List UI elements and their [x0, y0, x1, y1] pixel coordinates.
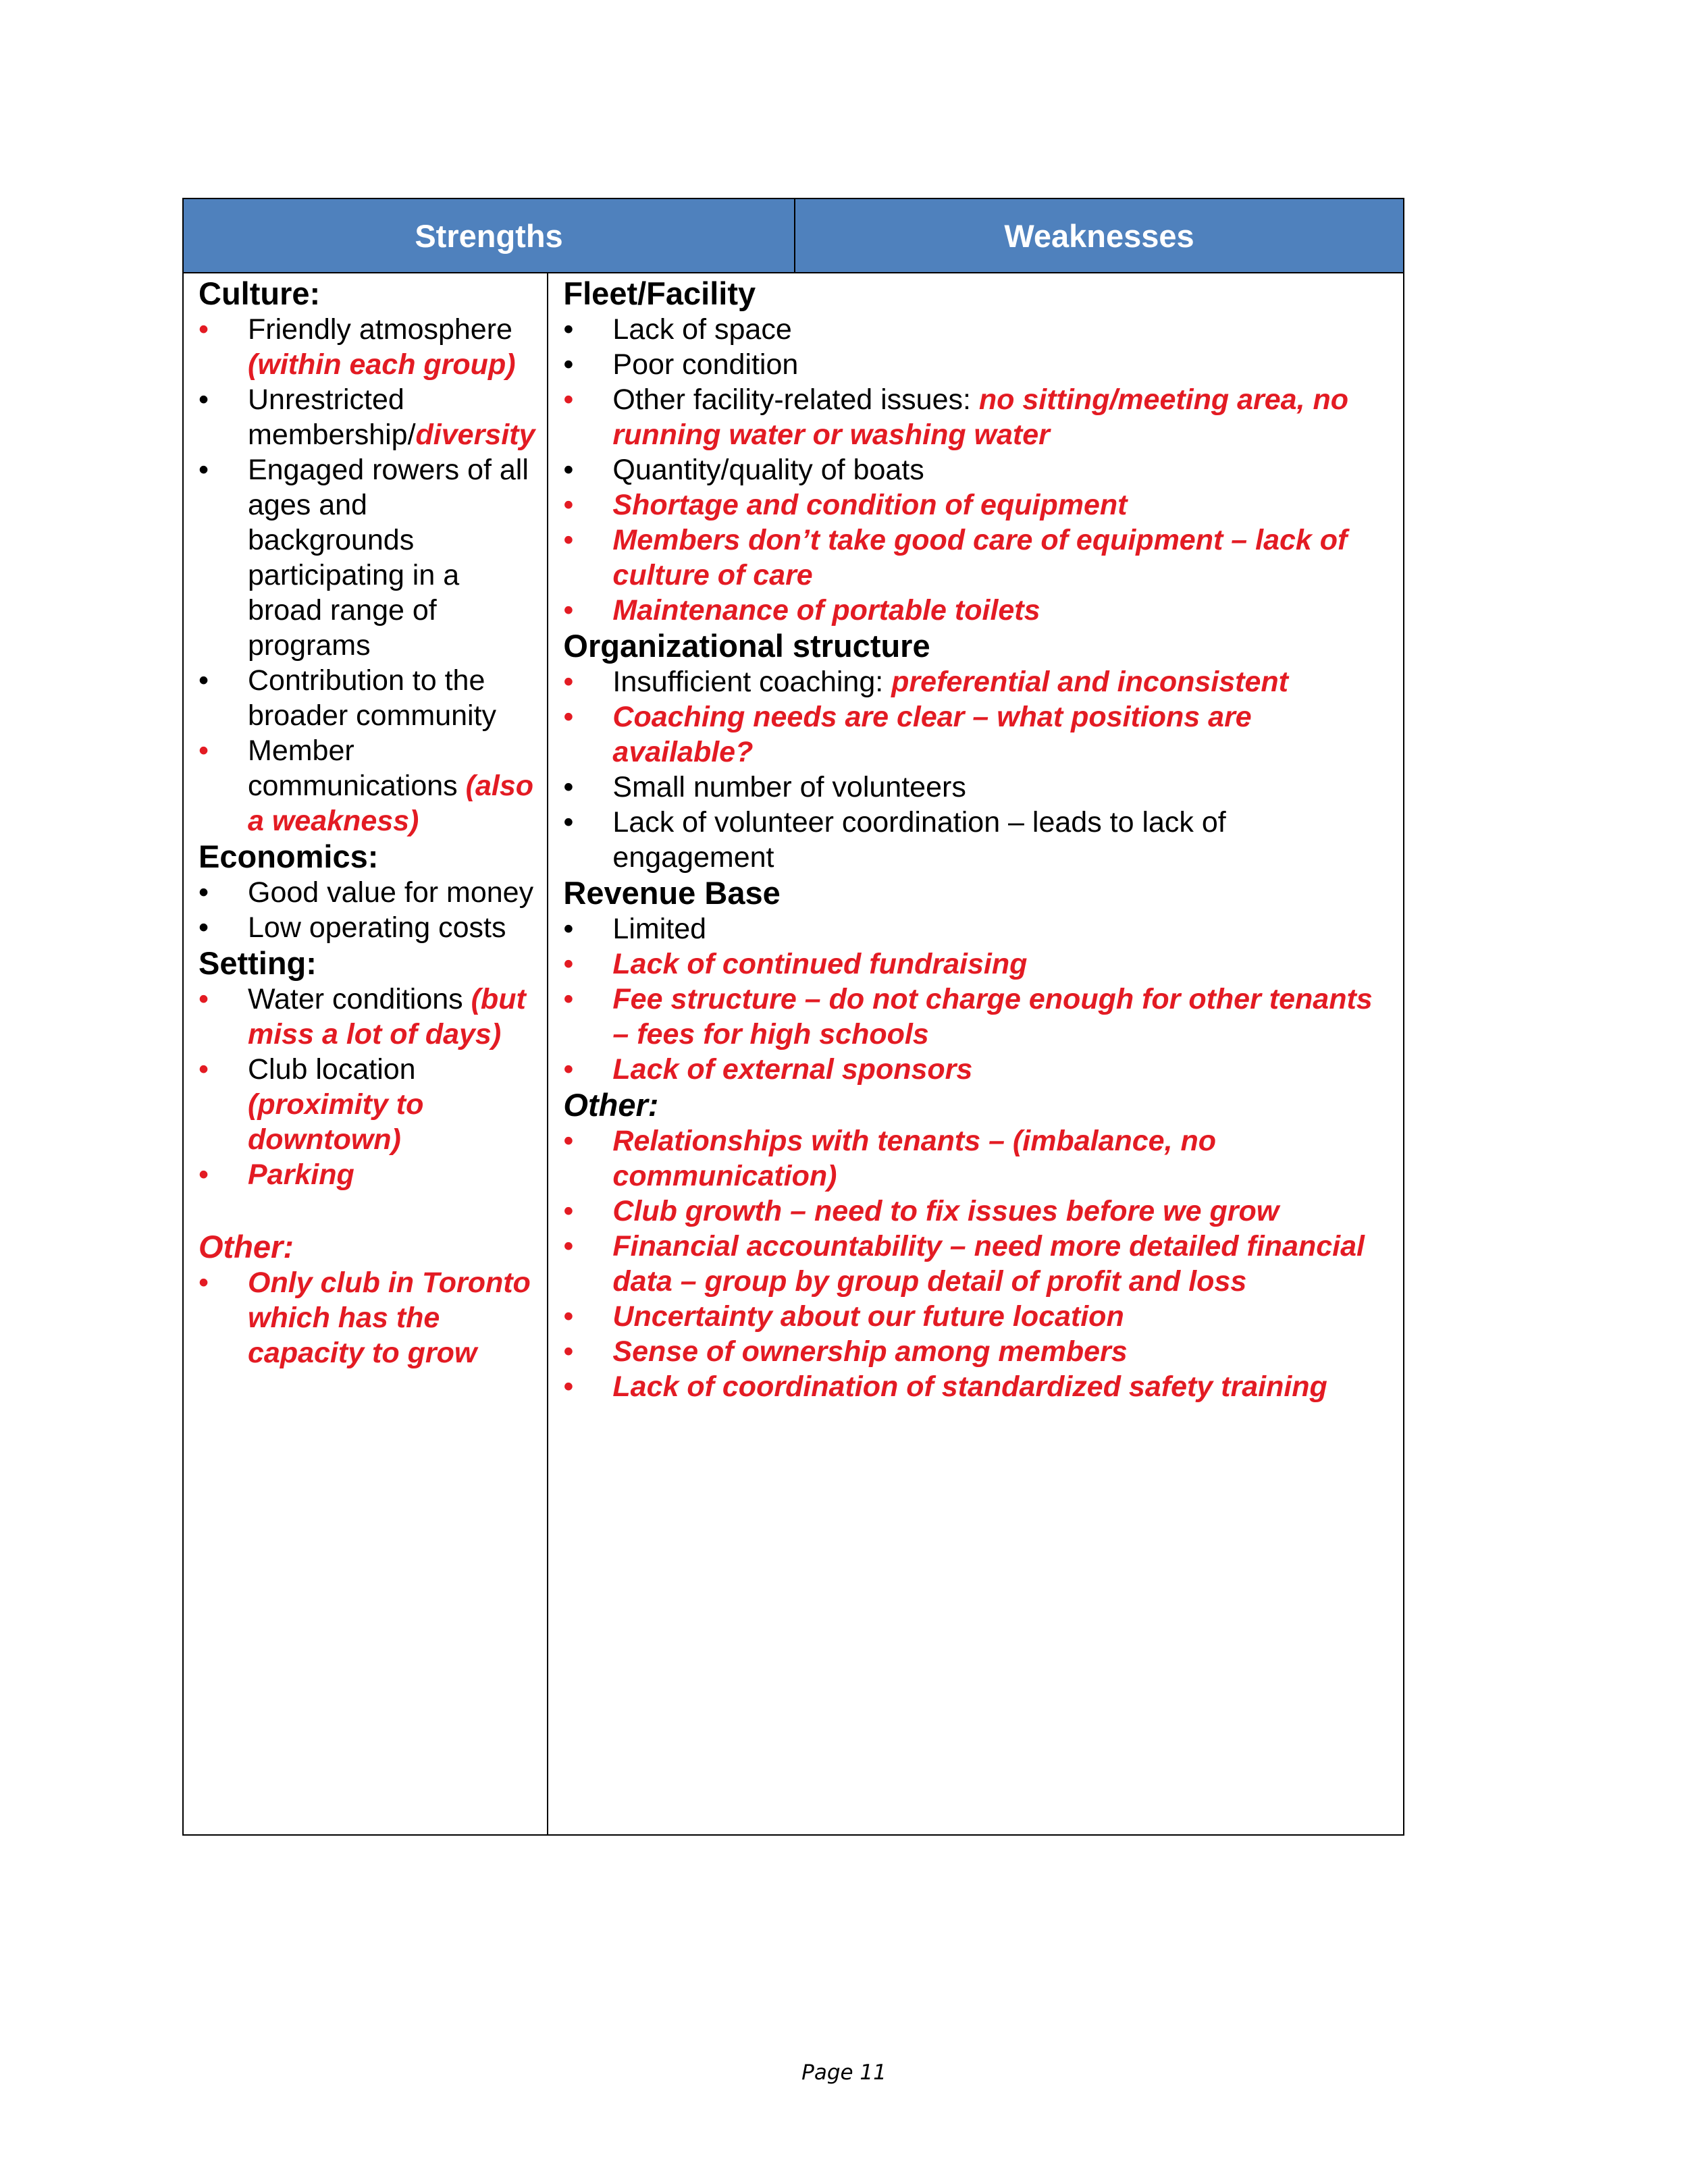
section-heading-fleet: Fleet/Facility [563, 275, 756, 311]
list-item: • Coaching needs are clear – what positions are available? [563, 701, 1252, 768]
table-header-row [184, 199, 1403, 273]
section-heading-other: Other: [563, 1087, 659, 1123]
bullet-icon: • [563, 948, 574, 980]
list-item: • Lack of coordination of standardized safety training [563, 1370, 1327, 1403]
list-item: • Parking [199, 1158, 354, 1191]
list-item: • Good value for money [199, 876, 534, 909]
bullet-icon: • [563, 1300, 574, 1333]
bullet-icon: • [563, 771, 574, 803]
bullet-icon: • [199, 1267, 209, 1299]
bullet-icon: • [563, 454, 574, 486]
bullet-icon: • [563, 701, 574, 733]
bullet-icon: • [563, 1195, 574, 1227]
bullet-icon: • [563, 1230, 574, 1262]
list-item: • Lack of space [563, 313, 792, 346]
list-item: • Other facility-related issues: no sitting/meeting area, no running water or washing water [563, 383, 1349, 451]
bullet-icon: • [563, 806, 574, 838]
bullet-icon: • [563, 489, 574, 521]
bullet-icon: • [563, 1053, 574, 1086]
list-item: • Fee structure – do not charge enough for other tenants – fees for high schools [563, 983, 1373, 1050]
bullet-icon: • [563, 666, 574, 698]
section-heading-other: Other: [199, 1229, 294, 1264]
bullet-icon: • [563, 913, 574, 945]
bullet-icon: • [199, 1158, 209, 1191]
list-item: • Lack of volunteer coordination – leads to lack of engagement [563, 806, 1226, 874]
bullet-icon: • [199, 664, 209, 697]
list-item: • Poor condition [563, 348, 799, 381]
list-item: • Financial accountability – need more detailed financial data – group by group detail of profit and loss [563, 1230, 1365, 1298]
bullet-icon: • [199, 1053, 209, 1086]
bullet-icon: • [563, 524, 574, 556]
revenue-list [563, 911, 1391, 1087]
culture-list [199, 312, 535, 838]
section-heading-organizational-structure: Organizational structure [563, 628, 930, 664]
section-heading-setting: Setting: [199, 945, 317, 981]
list-item: • Contribution to the broader community [199, 664, 497, 732]
bullet-icon: • [563, 1125, 574, 1157]
bullet-icon: • [199, 735, 209, 767]
bullet-icon: • [199, 383, 209, 416]
section-heading-culture: Culture: [199, 275, 321, 311]
bullet-icon: • [563, 1370, 574, 1403]
bullet-icon: • [563, 313, 574, 346]
bullet-icon: • [199, 983, 209, 1015]
list-item: • Member communications (also a weakness) [199, 735, 534, 837]
list-item: • Relationships with tenants – (imbalance, no communication) [563, 1125, 1216, 1192]
section-heading-revenue-base: Revenue Base [563, 875, 781, 911]
page-number: Page 11 [801, 2060, 887, 2085]
org-list [563, 664, 1391, 875]
strengths-header: Strengths [184, 199, 795, 272]
bullet-icon: • [563, 383, 574, 416]
section-heading-economics: Economics: [199, 838, 379, 874]
strengths-column [184, 273, 548, 1834]
list-item: • Limited [563, 913, 707, 945]
list-item: • Shortage and condition of equipment [563, 489, 1128, 521]
list-item: • Engaged rowers of all ages and backgrounds participating in a broad range of programs [199, 454, 529, 662]
list-item: • Friendly atmosphere (within each group) [199, 313, 516, 381]
list-item: • Insufficient coaching: preferential and inconsistent [563, 666, 1288, 698]
bullet-icon: • [199, 911, 209, 944]
list-item: • Club location (proximity to downtown) [199, 1053, 424, 1156]
list-item: • Small number of volunteers [563, 771, 966, 803]
list-item: • Sense of ownership among members [563, 1335, 1128, 1368]
swot-table [182, 198, 1404, 1836]
list-item: • Club growth – need to fix issues before we grow [563, 1195, 1280, 1227]
fleet-list [563, 312, 1391, 628]
list-item: • Uncertainty about our future location [563, 1300, 1124, 1333]
list-item: • Maintenance of portable toilets [563, 594, 1040, 627]
bullet-icon: • [563, 1335, 574, 1368]
weaknesses-header: Weaknesses [1004, 217, 1194, 254]
list-item: • Low operating costs [199, 911, 506, 944]
bullet-icon: • [199, 876, 209, 909]
setting-list [199, 982, 535, 1192]
list-item: • Members don’t take good care of equipment – lack of culture of care [563, 524, 1348, 591]
table-body-row [184, 273, 1403, 1834]
bullet-icon: • [199, 454, 209, 486]
list-item: • Water conditions (but miss a lot of days) [199, 983, 526, 1050]
strengths-other-list [199, 1265, 535, 1370]
bullet-icon: • [563, 348, 574, 381]
list-item: • Unrestricted membership/diversity [199, 383, 535, 451]
bullet-icon: • [563, 983, 574, 1015]
economics-list [199, 875, 535, 945]
list-item: • Lack of external sponsors [563, 1053, 973, 1086]
list-item: • Only club in Toronto which has the capacity to grow [199, 1267, 531, 1369]
bullet-icon: • [199, 313, 209, 346]
weaknesses-other-list [563, 1123, 1391, 1404]
weaknesses-column [548, 273, 1403, 1834]
list-item: • Lack of continued fundraising [563, 948, 1028, 980]
list-item: • Quantity/quality of boats [563, 454, 924, 486]
spacer [199, 1192, 535, 1229]
bullet-icon: • [563, 594, 574, 627]
